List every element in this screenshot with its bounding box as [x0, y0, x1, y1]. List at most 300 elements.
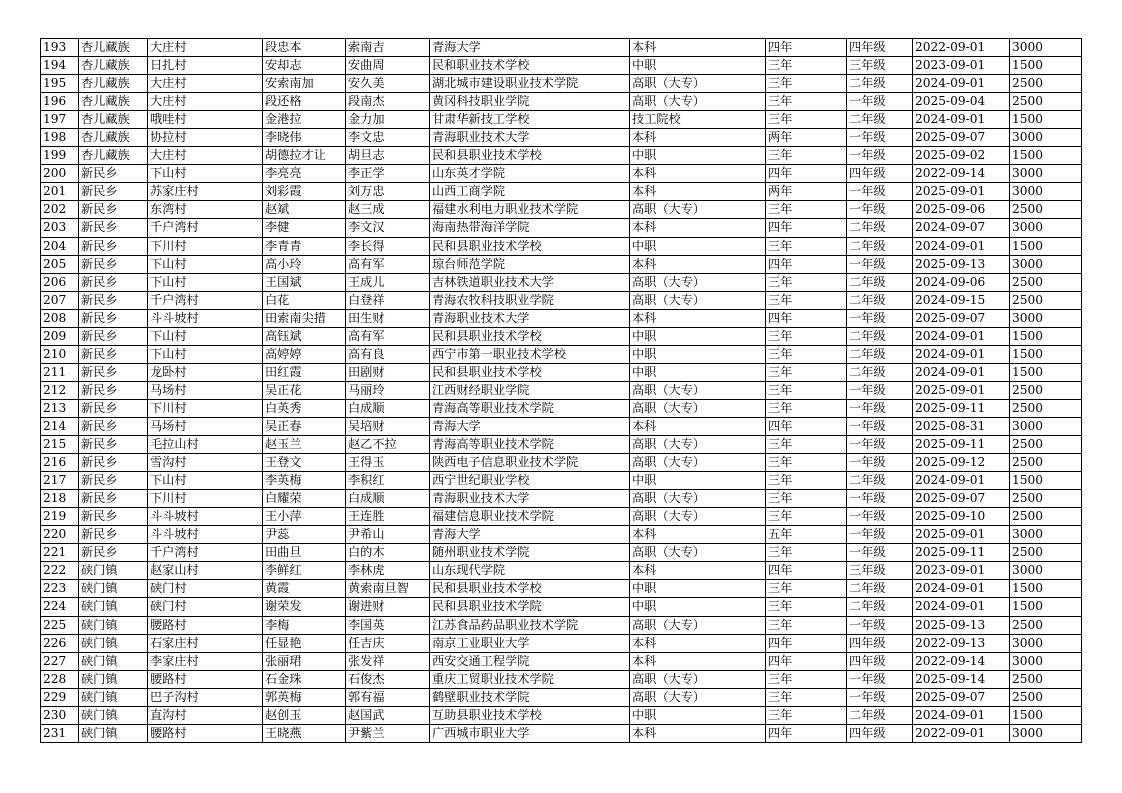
- cell-school-name: 吉林铁道职业技术大学: [430, 273, 630, 291]
- cell-student-name: 王国斌: [263, 273, 346, 291]
- cell-program-length: 三年: [766, 273, 847, 291]
- table-row: [41, 399, 1082, 417]
- table-row: [41, 580, 1082, 598]
- cell-guardian-name: 高有良: [346, 345, 430, 363]
- cell-row-number: 203: [41, 219, 79, 237]
- cell-education-level: 本科: [630, 417, 766, 435]
- table-row: [41, 327, 1082, 345]
- cell-program-length: 三年: [766, 399, 847, 417]
- cell-school-name: 青海大学: [430, 417, 630, 435]
- cell-school-name: 琼台师范学院: [430, 255, 630, 273]
- cell-village: 千户湾村: [148, 219, 263, 237]
- cell-guardian-name: 张发祥: [346, 652, 430, 670]
- cell-education-level: 高职（大专）: [630, 93, 766, 111]
- cell-education-level: 高职（大专）: [630, 273, 766, 291]
- cell-row-number: 222: [41, 562, 79, 580]
- table-row: [41, 345, 1082, 363]
- cell-township: 杏儿藏族: [79, 39, 148, 57]
- cell-student-name: 王晓燕: [263, 724, 346, 742]
- cell-guardian-name: 李积红: [346, 472, 430, 490]
- cell-guardian-name: 白的木: [346, 544, 430, 562]
- cell-education-level: 中职: [630, 345, 766, 363]
- cell-guardian-name: 吴培财: [346, 417, 430, 435]
- cell-program-length: 四年: [766, 652, 847, 670]
- cell-guardian-name: 王得玉: [346, 454, 430, 472]
- cell-village: 千户湾村: [148, 544, 263, 562]
- cell-enrollment-date: 2025-09-07: [913, 688, 1010, 706]
- cell-school-name: 山东现代学院: [430, 562, 630, 580]
- cell-enrollment-date: 2024-09-01: [913, 580, 1010, 598]
- cell-program-length: 三年: [766, 363, 847, 381]
- cell-township: 杏儿藏族: [79, 75, 148, 93]
- table-row: [41, 57, 1082, 75]
- cell-student-name: 李晓伟: [263, 129, 346, 147]
- cell-school-name: 山东英才学院: [430, 165, 630, 183]
- cell-student-name: 段还格: [263, 93, 346, 111]
- table-row: [41, 634, 1082, 652]
- cell-village: 大庄村: [148, 39, 263, 57]
- cell-township: 新民乡: [79, 526, 148, 544]
- table-row: [41, 309, 1082, 327]
- cell-education-level: 本科: [630, 219, 766, 237]
- cell-guardian-name: 刘万忠: [346, 183, 430, 201]
- cell-township: 新民乡: [79, 381, 148, 399]
- cell-village: 斗斗坡村: [148, 309, 263, 327]
- cell-school-name: 西宁世纪职业学校: [430, 472, 630, 490]
- cell-education-level: 技工院校: [630, 111, 766, 129]
- cell-village: 协拉村: [148, 129, 263, 147]
- cell-township: 新民乡: [79, 544, 148, 562]
- cell-aid-amount: 3000: [1010, 526, 1082, 544]
- cell-guardian-name: 谢进财: [346, 598, 430, 616]
- cell-aid-amount: 2500: [1010, 454, 1082, 472]
- cell-school-name: 民和县职业技术学校: [430, 580, 630, 598]
- cell-grade: 一年级: [847, 544, 913, 562]
- cell-program-length: 三年: [766, 111, 847, 129]
- cell-row-number: 226: [41, 634, 79, 652]
- cell-row-number: 225: [41, 616, 79, 634]
- cell-guardian-name: 安久美: [346, 75, 430, 93]
- cell-grade: 二年级: [847, 345, 913, 363]
- cell-education-level: 高职（大专）: [630, 508, 766, 526]
- cell-row-number: 202: [41, 201, 79, 219]
- cell-village: 哦哇村: [148, 111, 263, 129]
- cell-village: 毛拉山村: [148, 436, 263, 454]
- cell-grade: 一年级: [847, 526, 913, 544]
- cell-program-length: 四年: [766, 724, 847, 742]
- cell-student-name: 李梅: [263, 616, 346, 634]
- cell-education-level: 本科: [630, 183, 766, 201]
- cell-village: 东湾村: [148, 201, 263, 219]
- cell-grade: 三年级: [847, 562, 913, 580]
- cell-guardian-name: 索南吉: [346, 39, 430, 57]
- cell-education-level: 中职: [630, 327, 766, 345]
- cell-aid-amount: 2500: [1010, 291, 1082, 309]
- cell-aid-amount: 1500: [1010, 472, 1082, 490]
- cell-program-length: 两年: [766, 129, 847, 147]
- cell-school-name: 西宁市第一职业技术学校: [430, 345, 630, 363]
- table-row: [41, 472, 1082, 490]
- table-row: [41, 417, 1082, 435]
- cell-row-number: 201: [41, 183, 79, 201]
- cell-school-name: 陕西电子信息职业技术学院: [430, 454, 630, 472]
- cell-grade: 二年级: [847, 580, 913, 598]
- table-row: [41, 688, 1082, 706]
- cell-guardian-name: 赵乙不拉: [346, 436, 430, 454]
- cell-aid-amount: 2500: [1010, 436, 1082, 454]
- cell-enrollment-date: 2024-09-07: [913, 219, 1010, 237]
- cell-row-number: 205: [41, 255, 79, 273]
- table-row: [41, 454, 1082, 472]
- cell-village: 大庄村: [148, 75, 263, 93]
- cell-student-name: 田红霞: [263, 363, 346, 381]
- cell-education-level: 本科: [630, 255, 766, 273]
- cell-school-name: 青海大学: [430, 39, 630, 57]
- cell-guardian-name: 李国英: [346, 616, 430, 634]
- cell-guardian-name: 郭有福: [346, 688, 430, 706]
- cell-program-length: 三年: [766, 688, 847, 706]
- cell-grade: 一年级: [847, 688, 913, 706]
- cell-aid-amount: 3000: [1010, 129, 1082, 147]
- cell-education-level: 高职（大专）: [630, 616, 766, 634]
- cell-education-level: 本科: [630, 634, 766, 652]
- cell-aid-amount: 3000: [1010, 724, 1082, 742]
- cell-program-length: 两年: [766, 183, 847, 201]
- cell-program-length: 三年: [766, 472, 847, 490]
- cell-village: 下山村: [148, 327, 263, 345]
- cell-student-name: 黄霞: [263, 580, 346, 598]
- table-row: [41, 363, 1082, 381]
- cell-township: 硖门镇: [79, 688, 148, 706]
- cell-program-length: 三年: [766, 57, 847, 75]
- cell-row-number: 209: [41, 327, 79, 345]
- cell-student-name: 吴正春: [263, 417, 346, 435]
- cell-program-length: 三年: [766, 706, 847, 724]
- cell-guardian-name: 赵三成: [346, 201, 430, 219]
- cell-aid-amount: 2500: [1010, 670, 1082, 688]
- cell-guardian-name: 尹紫兰: [346, 724, 430, 742]
- cell-education-level: 高职（大专）: [630, 454, 766, 472]
- cell-township: 新民乡: [79, 219, 148, 237]
- cell-school-name: 山西工商学院: [430, 183, 630, 201]
- cell-enrollment-date: 2025-09-01: [913, 381, 1010, 399]
- cell-grade: 四年级: [847, 39, 913, 57]
- cell-guardian-name: 高有军: [346, 255, 430, 273]
- table-row: [41, 75, 1082, 93]
- table-row: [41, 598, 1082, 616]
- table-row: [41, 39, 1082, 57]
- cell-student-name: 高小玲: [263, 255, 346, 273]
- cell-student-name: 高婷婷: [263, 345, 346, 363]
- cell-row-number: 199: [41, 147, 79, 165]
- cell-program-length: 三年: [766, 147, 847, 165]
- cell-student-name: 胡德拉才让: [263, 147, 346, 165]
- cell-program-length: 四年: [766, 634, 847, 652]
- cell-education-level: 中职: [630, 363, 766, 381]
- cell-village: 下川村: [148, 237, 263, 255]
- cell-village: 日扎村: [148, 57, 263, 75]
- cell-row-number: 213: [41, 399, 79, 417]
- table-row: [41, 706, 1082, 724]
- cell-row-number: 193: [41, 39, 79, 57]
- cell-grade: 二年级: [847, 111, 913, 129]
- cell-student-name: 张丽珺: [263, 652, 346, 670]
- cell-guardian-name: 赵国武: [346, 706, 430, 724]
- cell-township: 新民乡: [79, 399, 148, 417]
- cell-education-level: 高职（大专）: [630, 75, 766, 93]
- cell-school-name: 江西财经职业学院: [430, 381, 630, 399]
- cell-township: 新民乡: [79, 417, 148, 435]
- cell-enrollment-date: 2023-09-01: [913, 562, 1010, 580]
- cell-row-number: 196: [41, 93, 79, 111]
- cell-enrollment-date: 2025-09-13: [913, 616, 1010, 634]
- cell-aid-amount: 3000: [1010, 219, 1082, 237]
- cell-enrollment-date: 2024-09-01: [913, 472, 1010, 490]
- cell-grade: 四年级: [847, 165, 913, 183]
- cell-grade: 四年级: [847, 724, 913, 742]
- cell-township: 硖门镇: [79, 616, 148, 634]
- cell-education-level: 本科: [630, 129, 766, 147]
- cell-grade: 一年级: [847, 616, 913, 634]
- cell-aid-amount: 2500: [1010, 490, 1082, 508]
- cell-grade: 一年级: [847, 670, 913, 688]
- cell-row-number: 197: [41, 111, 79, 129]
- cell-enrollment-date: 2025-09-06: [913, 201, 1010, 219]
- cell-village: 腰路村: [148, 616, 263, 634]
- cell-guardian-name: 黄索南旦智: [346, 580, 430, 598]
- cell-program-length: 三年: [766, 616, 847, 634]
- cell-program-length: 三年: [766, 490, 847, 508]
- cell-grade: 二年级: [847, 237, 913, 255]
- cell-school-name: 青海高等职业技术学院: [430, 436, 630, 454]
- cell-student-name: 刘彩霞: [263, 183, 346, 201]
- table-row: [41, 436, 1082, 454]
- cell-school-name: 湖北城市建设职业技术学院: [430, 75, 630, 93]
- cell-grade: 一年级: [847, 490, 913, 508]
- cell-grade: 四年级: [847, 634, 913, 652]
- cell-township: 新民乡: [79, 436, 148, 454]
- cell-program-length: 四年: [766, 39, 847, 57]
- cell-aid-amount: 2500: [1010, 544, 1082, 562]
- table-row: [41, 724, 1082, 742]
- cell-enrollment-date: 2022-09-14: [913, 652, 1010, 670]
- cell-school-name: 江苏食品药品职业技术学院: [430, 616, 630, 634]
- cell-township: 杏儿藏族: [79, 111, 148, 129]
- cell-student-name: 李亮亮: [263, 165, 346, 183]
- cell-program-length: 三年: [766, 670, 847, 688]
- cell-village: 苏家庄村: [148, 183, 263, 201]
- cell-township: 杏儿藏族: [79, 57, 148, 75]
- cell-grade: 二年级: [847, 75, 913, 93]
- cell-student-name: 任显艳: [263, 634, 346, 652]
- cell-program-length: 四年: [766, 417, 847, 435]
- cell-row-number: 208: [41, 309, 79, 327]
- cell-enrollment-date: 2022-09-01: [913, 724, 1010, 742]
- cell-grade: 一年级: [847, 129, 913, 147]
- cell-student-name: 王小萍: [263, 508, 346, 526]
- cell-enrollment-date: 2024-09-15: [913, 291, 1010, 309]
- cell-school-name: 民和县职业技术学院: [430, 598, 630, 616]
- table-row: [41, 490, 1082, 508]
- cell-aid-amount: 3000: [1010, 309, 1082, 327]
- cell-school-name: 青海大学: [430, 526, 630, 544]
- cell-aid-amount: 3000: [1010, 652, 1082, 670]
- cell-school-name: 甘肃华新技工学校: [430, 111, 630, 129]
- cell-guardian-name: 王连胜: [346, 508, 430, 526]
- cell-school-name: 福建信息职业技术学院: [430, 508, 630, 526]
- cell-township: 杏儿藏族: [79, 147, 148, 165]
- cell-village: 硖门村: [148, 598, 263, 616]
- cell-grade: 一年级: [847, 255, 913, 273]
- cell-education-level: 高职（大专）: [630, 670, 766, 688]
- cell-enrollment-date: 2025-09-02: [913, 147, 1010, 165]
- table-row: [41, 381, 1082, 399]
- cell-education-level: 本科: [630, 39, 766, 57]
- cell-program-length: 三年: [766, 381, 847, 399]
- cell-student-name: 白耀荣: [263, 490, 346, 508]
- cell-village: 腰路村: [148, 724, 263, 742]
- cell-aid-amount: 3000: [1010, 183, 1082, 201]
- cell-grade: 二年级: [847, 598, 913, 616]
- cell-grade: 一年级: [847, 508, 913, 526]
- cell-education-level: 中职: [630, 580, 766, 598]
- cell-student-name: 白英秀: [263, 399, 346, 417]
- cell-aid-amount: 3000: [1010, 165, 1082, 183]
- cell-township: 新民乡: [79, 237, 148, 255]
- cell-school-name: 福建水利电力职业技术学院: [430, 201, 630, 219]
- cell-township: 新民乡: [79, 345, 148, 363]
- cell-village: 下山村: [148, 165, 263, 183]
- cell-aid-amount: 1500: [1010, 363, 1082, 381]
- cell-enrollment-date: 2025-09-10: [913, 508, 1010, 526]
- cell-school-name: 黄冈科技职业学院: [430, 93, 630, 111]
- cell-guardian-name: 田生财: [346, 309, 430, 327]
- cell-aid-amount: 1500: [1010, 57, 1082, 75]
- cell-row-number: 229: [41, 688, 79, 706]
- cell-guardian-name: 白成顺: [346, 399, 430, 417]
- cell-row-number: 195: [41, 75, 79, 93]
- cell-village: 赵家山村: [148, 562, 263, 580]
- table-row: [41, 562, 1082, 580]
- cell-grade: 一年级: [847, 399, 913, 417]
- cell-enrollment-date: 2025-09-04: [913, 93, 1010, 111]
- cell-enrollment-date: 2025-09-14: [913, 670, 1010, 688]
- cell-student-name: 李青青: [263, 237, 346, 255]
- table-row: [41, 237, 1082, 255]
- cell-grade: 一年级: [847, 93, 913, 111]
- cell-enrollment-date: 2024-09-01: [913, 363, 1010, 381]
- cell-township: 新民乡: [79, 273, 148, 291]
- cell-program-length: 三年: [766, 598, 847, 616]
- cell-school-name: 民和职业技术学校: [430, 57, 630, 75]
- cell-school-name: 鹤壁职业技术学院: [430, 688, 630, 706]
- cell-row-number: 194: [41, 57, 79, 75]
- cell-education-level: 高职（大专）: [630, 490, 766, 508]
- table-row: [41, 273, 1082, 291]
- cell-aid-amount: 3000: [1010, 39, 1082, 57]
- cell-enrollment-date: 2022-09-01: [913, 39, 1010, 57]
- cell-aid-amount: 3000: [1010, 634, 1082, 652]
- cell-guardian-name: 石俊杰: [346, 670, 430, 688]
- cell-row-number: 207: [41, 291, 79, 309]
- cell-township: 新民乡: [79, 291, 148, 309]
- cell-grade: 一年级: [847, 201, 913, 219]
- cell-township: 新民乡: [79, 472, 148, 490]
- cell-guardian-name: 田剧财: [346, 363, 430, 381]
- cell-program-length: 三年: [766, 201, 847, 219]
- cell-enrollment-date: 2024-09-01: [913, 327, 1010, 345]
- table-row: [41, 616, 1082, 634]
- cell-education-level: 中职: [630, 706, 766, 724]
- cell-program-length: 三年: [766, 345, 847, 363]
- cell-guardian-name: 李林虎: [346, 562, 430, 580]
- cell-guardian-name: 胡旦志: [346, 147, 430, 165]
- cell-school-name: 民和县职业技术学校: [430, 363, 630, 381]
- cell-enrollment-date: 2025-09-01: [913, 526, 1010, 544]
- cell-village: 斗斗坡村: [148, 526, 263, 544]
- cell-enrollment-date: 2025-09-07: [913, 490, 1010, 508]
- cell-enrollment-date: 2025-08-31: [913, 417, 1010, 435]
- cell-guardian-name: 任吉庆: [346, 634, 430, 652]
- cell-guardian-name: 段南杰: [346, 93, 430, 111]
- cell-aid-amount: 2500: [1010, 75, 1082, 93]
- cell-township: 新民乡: [79, 363, 148, 381]
- table-row: [41, 255, 1082, 273]
- cell-program-length: 三年: [766, 580, 847, 598]
- cell-student-name: 白花: [263, 291, 346, 309]
- cell-enrollment-date: 2024-09-01: [913, 598, 1010, 616]
- cell-grade: 四年级: [847, 652, 913, 670]
- cell-row-number: 218: [41, 490, 79, 508]
- cell-aid-amount: 1500: [1010, 237, 1082, 255]
- cell-program-length: 四年: [766, 255, 847, 273]
- cell-grade: 二年级: [847, 472, 913, 490]
- cell-row-number: 231: [41, 724, 79, 742]
- cell-school-name: 青海职业技术大学: [430, 129, 630, 147]
- cell-student-name: 石金珠: [263, 670, 346, 688]
- cell-school-name: 互助县职业技术学校: [430, 706, 630, 724]
- cell-village: 大庄村: [148, 93, 263, 111]
- cell-township: 新民乡: [79, 309, 148, 327]
- cell-aid-amount: 2500: [1010, 688, 1082, 706]
- cell-program-length: 三年: [766, 508, 847, 526]
- cell-education-level: 高职（大专）: [630, 399, 766, 417]
- cell-student-name: 王登文: [263, 454, 346, 472]
- cell-aid-amount: 1500: [1010, 147, 1082, 165]
- cell-village: 石家庄村: [148, 634, 263, 652]
- cell-village: 马场村: [148, 381, 263, 399]
- cell-school-name: 青海职业技术大学: [430, 309, 630, 327]
- table-row: [41, 147, 1082, 165]
- student-aid-table: [40, 38, 1082, 743]
- cell-education-level: 本科: [630, 562, 766, 580]
- cell-guardian-name: 金力加: [346, 111, 430, 129]
- cell-education-level: 中职: [630, 598, 766, 616]
- cell-school-name: 民和县职业技术学校: [430, 237, 630, 255]
- cell-grade: 一年级: [847, 309, 913, 327]
- cell-school-name: 青海职业技术大学: [430, 490, 630, 508]
- cell-township: 杏儿藏族: [79, 129, 148, 147]
- cell-village: 下山村: [148, 273, 263, 291]
- cell-grade: 二年级: [847, 327, 913, 345]
- cell-aid-amount: 3000: [1010, 417, 1082, 435]
- table-row: [41, 93, 1082, 111]
- cell-aid-amount: 2500: [1010, 616, 1082, 634]
- cell-grade: 三年级: [847, 57, 913, 75]
- cell-village: 下川村: [148, 399, 263, 417]
- cell-row-number: 227: [41, 652, 79, 670]
- cell-program-length: 三年: [766, 327, 847, 345]
